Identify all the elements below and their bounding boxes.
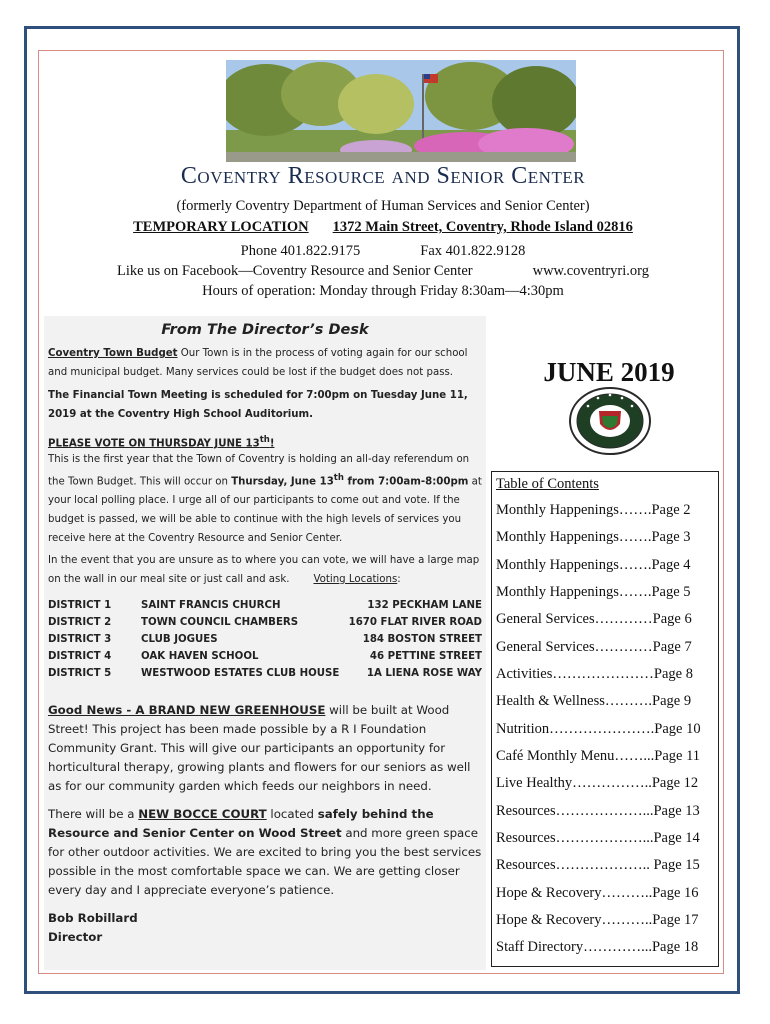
referendum-text-1: This is the first year that the Town of Coventry is holding an all-day referendum on the Town Budget. This will occur on bbox=[48, 454, 470, 488]
website-link[interactable]: www.coventryri.org bbox=[532, 263, 649, 279]
toc-item[interactable]: Monthly Happenings…….Page 3 bbox=[496, 529, 691, 545]
toc-item[interactable]: Resources……………….. Page 15 bbox=[496, 857, 700, 873]
district-number: DISTRICT 5 bbox=[48, 668, 112, 679]
toc-item[interactable]: Activities…………………Page 8 bbox=[496, 666, 693, 682]
district-number: DISTRICT 1 bbox=[48, 600, 112, 611]
good-news-label: Good News - A BRAND NEW GREENHOUSE bbox=[48, 703, 326, 717]
center-title: Coventry Resource and Senior Center bbox=[180, 163, 586, 189]
toc-heading: Table of Contents bbox=[496, 476, 599, 492]
signature-title: Director bbox=[48, 930, 103, 944]
district-place: OAK HAVEN SCHOOL bbox=[141, 651, 259, 662]
bocce-paragraph bbox=[48, 805, 482, 900]
toc-item[interactable]: Staff Directory…………...Page 18 bbox=[496, 939, 699, 955]
district-number: DISTRICT 4 bbox=[48, 651, 112, 662]
signature-name: Bob Robillard bbox=[48, 911, 138, 925]
bocce-text-3: and more green space for other outdoor activities. We are excited to bring you the best services possible in the most comfortable space we can. We are getting closer every day and I appreciate everyone’s patience. bbox=[48, 826, 482, 897]
fax-number: Fax 401.822.9128 bbox=[420, 243, 526, 259]
referendum-date: Thursday, June 13 bbox=[231, 476, 334, 488]
referendum-paragraph bbox=[48, 450, 482, 548]
voting-locations-label: Voting Locations bbox=[313, 574, 398, 585]
referendum-sup: th bbox=[333, 473, 344, 483]
unsure-paragraph bbox=[48, 551, 482, 589]
district-place: SAINT FRANCIS CHURCH bbox=[141, 600, 281, 611]
toc-item[interactable]: General Services…………Page 6 bbox=[496, 611, 692, 627]
budget-text: Our Town is in the process of voting again for our school and municipal budget. Many services could be lost if the budget does not pass. bbox=[48, 348, 468, 378]
vote-end: ! bbox=[269, 438, 275, 450]
toc-item[interactable]: General Services…………Page 7 bbox=[496, 639, 692, 655]
hours-line: Hours of operation: Monday through Friday 8:30am—4:30pm bbox=[202, 283, 564, 299]
good-news-text: will be built at Wood Street! This project has been made possible by a R I Foundation Community Grant. This will give our participants an opportunity for horticultural therapy, growing plants and flowers for our seniors as well as for our community garden which feeds our neighbors in need. bbox=[48, 703, 471, 793]
directors-desk bbox=[44, 316, 486, 970]
town-seal bbox=[568, 386, 652, 461]
temp-location-address: 1372 Main Street, Coventry, Rhode Island 02816 bbox=[332, 219, 633, 235]
toc-item[interactable]: Monthly Happenings…….Page 4 bbox=[496, 557, 691, 573]
toc-item[interactable]: Nutrition………………….Page 10 bbox=[496, 721, 701, 737]
bocce-text-1: There will be a bbox=[48, 807, 139, 821]
vote-sup: th bbox=[259, 435, 270, 445]
budget-paragraph bbox=[48, 344, 482, 382]
toc-item[interactable]: Health & Wellness……….Page 9 bbox=[496, 693, 692, 709]
voting-colon: : bbox=[397, 574, 401, 585]
bocce-location: safely behind the Resource and Senior Center on Wood Street bbox=[48, 807, 434, 840]
toc-item[interactable]: Monthly Happenings…….Page 5 bbox=[496, 584, 691, 600]
toc-item[interactable]: Café Monthly Menu……...Page 11 bbox=[496, 748, 701, 764]
facebook-text: Like us on Facebook—Coventry Resource and Senior Center bbox=[117, 263, 473, 279]
table-of-contents bbox=[491, 471, 719, 967]
temp-location-label: TEMPORARY LOCATION bbox=[133, 219, 309, 235]
district-place: WESTWOOD ESTATES CLUB HOUSE bbox=[141, 668, 340, 679]
district-address: 184 BOSTON STREET bbox=[362, 634, 482, 645]
phone-number: Phone 401.822.9175 bbox=[240, 243, 361, 259]
good-news-paragraph bbox=[48, 701, 482, 796]
unsure-text: In the event that you are unsure as to where you can vote, we will have a large map on the wall in our meal site or just call and ask. bbox=[48, 555, 480, 585]
district-place: CLUB JOGUES bbox=[141, 634, 218, 645]
toc-item[interactable]: Monthly Happenings…….Page 2 bbox=[496, 502, 691, 518]
bocce-label: NEW BOCCE COURT bbox=[138, 807, 267, 821]
district-place: TOWN COUNCIL CHAMBERS bbox=[141, 617, 299, 628]
formerly-line: (formerly Coventry Department of Human Services and Senior Center) bbox=[176, 198, 590, 214]
toc-item[interactable]: Hope & Recovery………..Page 17 bbox=[496, 912, 699, 928]
district-address: 46 PETTINE STREET bbox=[369, 651, 482, 662]
toc-item[interactable]: Resources………………...Page 13 bbox=[496, 803, 700, 819]
temp-location-line bbox=[40, 219, 726, 236]
issue-month: JUNE 2019 bbox=[543, 357, 675, 387]
bocce-text-2: located bbox=[266, 807, 318, 821]
budget-label: Coventry Town Budget bbox=[48, 348, 178, 359]
vote-label: PLEASE VOTE ON THURSDAY JUNE 13 bbox=[48, 438, 260, 450]
header-photo bbox=[226, 60, 576, 162]
directors-desk-heading: From The Director’s Desk bbox=[161, 322, 369, 338]
contact-line bbox=[40, 243, 726, 260]
meeting-paragraph: The Financial Town Meeting is scheduled for 7:00pm on Tuesday June 11, 2019 at the Coventry High School Auditorium. bbox=[48, 390, 468, 420]
toc-item[interactable]: Live Healthy……………..Page 12 bbox=[496, 775, 699, 791]
district-number: DISTRICT 2 bbox=[48, 617, 112, 628]
district-address: 132 PECKHAM LANE bbox=[367, 600, 482, 611]
referendum-time: from 7:00am-8:00pm bbox=[343, 476, 469, 488]
referendum-text-2: at your local polling place. I urge all of our participants to come out and vote. If the budget is passed, we will be able to continue with the high levels of services you receive here at the Coventry Resource and Senior Center. bbox=[48, 476, 482, 545]
district-address: 1670 FLAT RIVER ROAD bbox=[348, 617, 482, 628]
toc-item[interactable]: Hope & Recovery………..Page 16 bbox=[496, 885, 699, 901]
toc-item[interactable]: Resources………………...Page 14 bbox=[496, 830, 700, 846]
district-number: DISTRICT 3 bbox=[48, 634, 112, 645]
social-line bbox=[40, 263, 726, 280]
district-address: 1A LIENA ROSE WAY bbox=[366, 668, 482, 679]
